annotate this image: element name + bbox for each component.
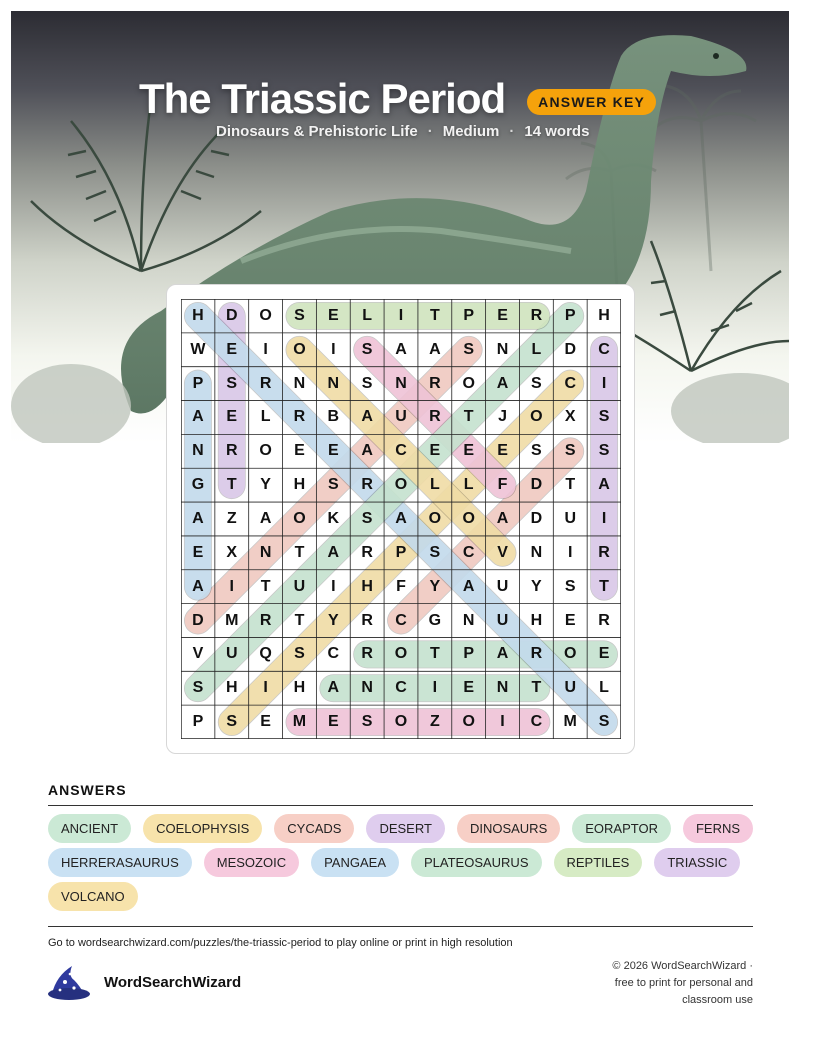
grid-cell: P [463,306,475,324]
answer-chip-coelophysis: COELOPHYSIS [143,814,262,843]
brand [46,962,241,1002]
grid-cell: Y [531,577,542,595]
grid-cell: A [259,509,272,527]
grid-cell: T [531,679,542,697]
grid-cell: E [327,713,339,731]
word-count-label: 14 words [524,123,590,140]
answer-key-badge: ANSWER KEY [527,89,656,115]
grid-cell: Z [226,509,237,527]
grid-cell: P [564,306,576,324]
answer-chip-herrerasaurus: HERRERASAURUS [48,848,192,877]
grid-cell: S [361,374,373,392]
grid-cell: P [192,713,204,731]
wizard-hat-icon [46,962,92,1002]
grid-cell: A [598,476,610,494]
grid-cell: A [395,509,407,527]
grid-cell: I [601,509,607,527]
grid-cell: S [226,374,238,392]
play-online-link[interactable]: Go to wordsearchwizard.com/puzzles/the-triassic-period to play online or print in high resolution [48,937,513,949]
answer-chip-pangaea: PANGAEA [311,848,399,877]
grid-cell: T [294,543,305,561]
brand-name: WordSearchWizard [104,973,242,991]
grid-cell: S [294,645,305,663]
grid-cell: L [362,306,373,324]
word-search-grid [181,299,621,739]
grid-cell: U [564,509,576,527]
grid-cell: N [462,611,475,629]
grid-cell: M [563,713,577,731]
grid-cell: U [225,645,238,663]
grid-cell: A [192,509,204,527]
grid-cell: L [531,340,542,358]
grid-cell: C [327,645,340,663]
grid-cell: D [530,509,543,527]
grid-cell: E [497,442,508,460]
grid-cell: N [361,679,373,697]
grid-cell: W [190,340,206,358]
answer-chip-list [48,814,768,911]
grid-cell: G [191,476,205,494]
grid-cell: C [395,442,407,460]
meta-separator: · [509,123,515,140]
grid-cell: D [530,476,543,494]
grid-cell: L [260,408,271,426]
grid-cell: A [429,340,441,358]
page-title: The Triassic Period [139,75,506,122]
grid-cell: E [598,645,610,663]
answer-chip-cycads: CYCADS [274,814,354,843]
grid-cell: A [327,679,340,697]
grid-cell: E [497,306,508,324]
grid-cell: R [259,374,272,392]
grid-cell: O [462,374,475,392]
grid-cell: V [497,543,508,561]
grid-cell: K [327,509,340,527]
grid-cell: T [463,408,474,426]
grid-cell: O [462,713,475,731]
grid-cell: E [294,442,305,460]
grid-cell: C [395,611,407,629]
grid-cell: I [398,306,404,324]
grid-cell: Y [260,476,271,494]
grid-cell: S [327,476,339,494]
grid-cell: N [293,374,306,392]
grid-cell: R [598,543,610,561]
grid-cell: I [567,543,573,561]
grid-cell: D [564,340,576,358]
grid-cell: D [192,611,204,629]
meta-separator: · [427,123,433,140]
grid-cell: T [260,577,271,595]
grid-cell: P [463,645,475,663]
grid-cell: S [598,442,610,460]
grid-cell: L [599,679,609,697]
copyright-text: © 2026 WordSearchWizard · free to print for personal and classroom use [612,960,753,1006]
answer-chip-mesozoic: MESOZOIC [204,848,299,877]
grid-cell: Z [429,713,440,731]
grid-cell: S [598,713,610,731]
grid-cell: N [496,679,509,697]
puzzle-meta [216,123,589,140]
grid-cell: E [327,306,339,324]
grid-cell: S [463,340,475,358]
grid-cell: S [361,509,373,527]
grid-cell: I [432,679,438,697]
grid-cell: S [598,408,610,426]
grid-cell: S [294,306,305,324]
grid-cell: U [293,577,306,595]
grid-cell: R [429,374,441,392]
grid-cell: X [564,408,576,426]
grid-cell: U [564,679,576,697]
grid-cell: S [429,543,441,561]
grid-cell: E [463,442,475,460]
grid-cell: A [361,408,373,426]
grid-cell: I [229,577,234,595]
grid-cell: D [225,306,238,324]
grid-cell: S [226,713,238,731]
grid-cell: H [293,476,306,494]
title-row [139,75,656,123]
grid-cell: J [498,408,507,426]
grid-cell: I [263,340,268,358]
grid-cell: N [496,340,509,358]
grid-cell: L [429,476,440,494]
grid-cell: H [530,611,543,629]
grid-cell: E [260,713,271,731]
answer-chip-plateosaurus: PLATEOSAURUS [411,848,542,877]
grid-cell: E [463,679,475,697]
grid-cell: A [496,509,509,527]
grid-cell: U [496,577,509,595]
grid-cell: P [395,543,407,561]
grid-cell: E [226,340,238,358]
grid-cell: R [429,408,441,426]
answer-chip-ferns: FERNS [683,814,753,843]
grid-cell: E [226,408,238,426]
grid-cell: O [293,509,306,527]
grid-cell: C [598,340,610,358]
grid-cell: R [361,543,373,561]
grid-cell: T [429,645,440,663]
grid-cell: S [564,577,576,595]
grid-cell: P [192,374,204,392]
grid-cell: A [192,408,204,426]
answer-chip-ancient: ANCIENT [48,814,131,843]
category-label: Dinosaurs & Prehistoric Life [216,123,418,140]
grid-cell: A [496,645,509,663]
grid-cell: H [293,679,306,697]
grid-cell: C [530,713,543,731]
grid-cell: G [428,611,442,629]
grid-cell: T [226,476,237,494]
grid-cell: C [564,374,576,392]
grid-cell: M [292,713,307,731]
grid-cell: R [598,611,610,629]
grid-cell: T [565,476,576,494]
answers-heading: ANSWERS [48,782,127,798]
grid-cell: N [530,543,543,561]
grid-cell: R [361,611,373,629]
grid-cell: L [463,476,474,494]
grid-cell: C [462,543,475,561]
difficulty-label: Medium [442,123,500,140]
grid-cell: Q [259,645,272,663]
grid-cell: O [259,442,272,460]
grid-cell: N [192,442,204,460]
answer-chip-eoraptor: EORAPTOR [572,814,671,843]
grid-cell: O [394,713,408,731]
grid-cell: S [564,442,576,460]
grid-cell: C [395,679,407,697]
grid-cell: N [327,374,340,392]
grid-cell: F [396,577,406,595]
answers-divider [48,805,753,806]
grid-cell: Y [429,577,441,595]
grid-cell: R [361,476,373,494]
grid-cell: H [361,577,373,595]
grid-cell: T [294,611,305,629]
grid-cell: A [395,340,407,358]
answer-chip-dinosaurs: DINOSAURS [457,814,560,843]
grid-cell: T [599,577,609,595]
grid-cell: R [293,408,306,426]
grid-cell: B [327,408,340,426]
grid-cell: R [225,442,238,460]
grid-cell: I [263,679,268,697]
grid-cell: S [361,713,373,731]
grid-cell: N [259,543,272,561]
grid-cell: R [361,645,373,663]
grid-cell: I [500,713,505,731]
grid-cell: T [429,306,440,324]
grid-cell: M [225,611,239,629]
answer-chip-reptiles: REPTILES [554,848,643,877]
grid-cell: O [428,509,442,527]
grid-cell: R [530,306,543,324]
grid-cell: O [293,340,306,358]
grid-cell: S [192,679,204,697]
grid-cell: R [259,611,272,629]
grid-cell: H [598,306,610,324]
grid-cell: A [192,577,204,595]
footer-divider [48,926,753,927]
grid-cell: A [462,577,475,595]
answer-chip-volcano: VOLCANO [48,882,138,911]
grid-cell: O [259,306,272,324]
grid-cell: O [563,645,577,663]
grid-cell: E [429,442,441,460]
grid-cell: O [394,476,408,494]
grid-cell: F [497,476,508,494]
grid-cell: S [531,442,542,460]
grid-cell: I [331,577,336,595]
grid-cell: Y [327,611,339,629]
grid-cell: U [496,611,509,629]
grid-cell: I [331,340,336,358]
grid-cell: O [530,408,543,426]
grid-cell: U [395,408,407,426]
answer-chip-desert: DESERT [366,814,445,843]
grid-cell: H [192,306,204,324]
grid-cell: H [225,679,238,697]
grid-cell: I [601,374,607,392]
grid-cell: X [226,543,238,561]
grid-cell: E [192,543,204,561]
grid-cell: V [192,645,204,663]
grid-cell: E [564,611,576,629]
grid-cell: S [531,374,542,392]
grid-cell: R [530,645,543,663]
grid-cell: S [361,340,373,358]
grid-cell: O [462,509,475,527]
grid-cell: E [327,442,339,460]
answer-chip-triassic: TRIASSIC [654,848,740,877]
grid-cell: A [327,543,340,561]
grid-cell: N [395,374,407,392]
grid-cell: O [394,645,408,663]
grid-cell: A [496,374,509,392]
grid-cell: A [361,442,373,460]
